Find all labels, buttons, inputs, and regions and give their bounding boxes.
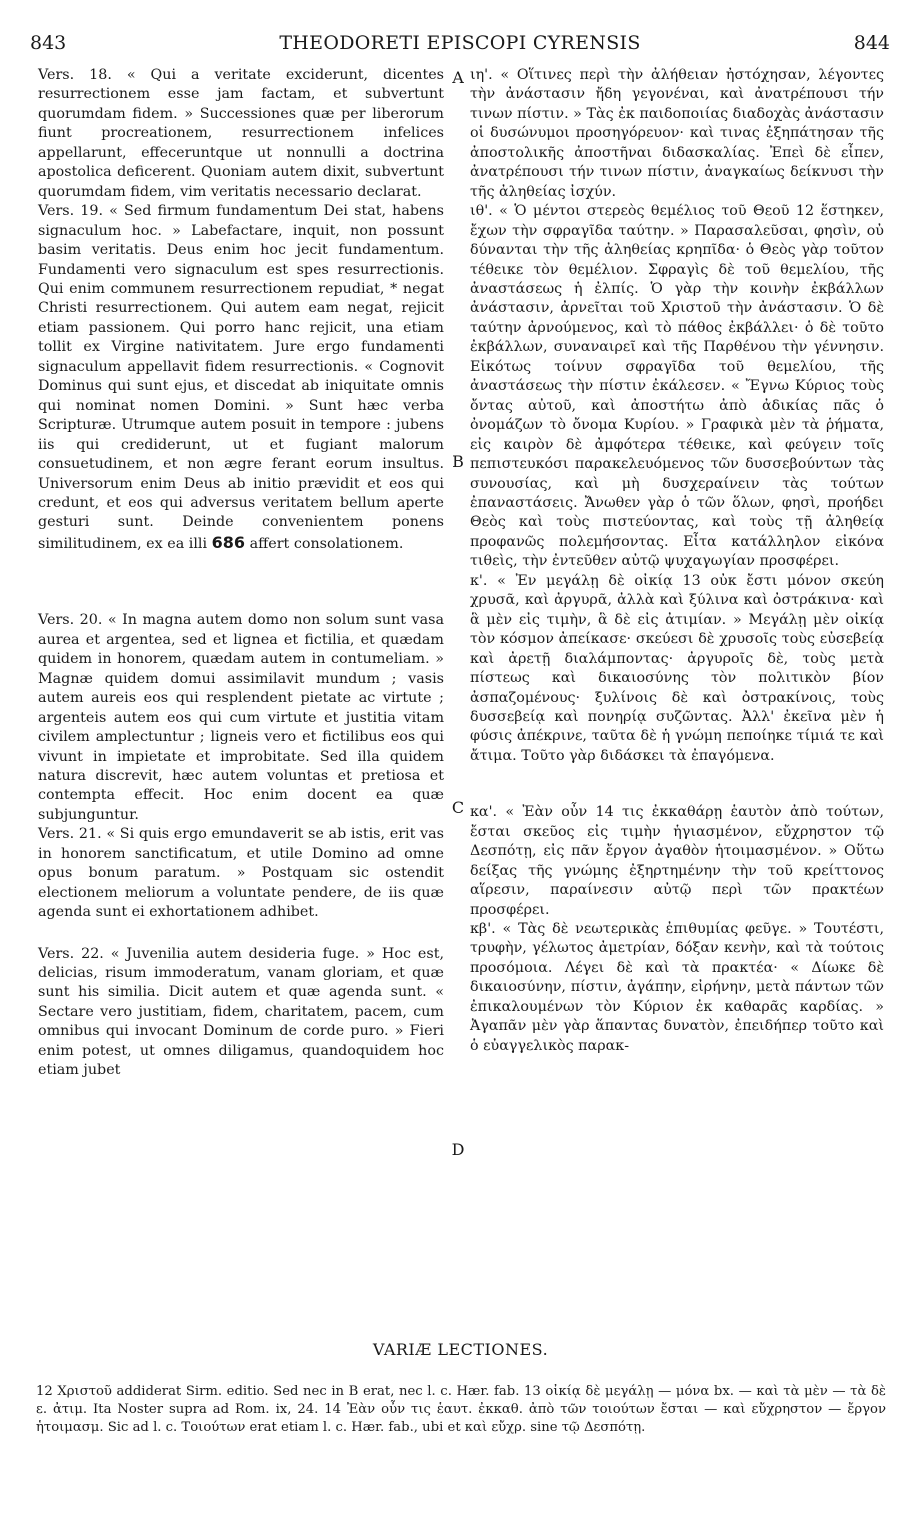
latin-verse-19-end: affert consolationem. xyxy=(249,535,404,552)
spacer xyxy=(470,766,884,803)
margin-letter-a: A xyxy=(452,68,464,87)
spacer xyxy=(38,554,444,611)
greek-column xyxy=(470,66,884,1056)
greek-verse-21: κα'. « Ἐὰν οὖν 14 τις ἐκκαθάρῃ ἑαυτὸν ἀπὸ τούτων, ἔσται σκεῦος εἰς τιμὴν ἡγιασμένον, εὔχρηστον τῷ Δεσπότῃ, εἰς πᾶν ἔργον ἀγαθὸν ἡτοιμασμένον. » Οὕτω δείξας τῆς γνώμης ἐξηρτημένην τὴν τοῦ κρείττονος αἵρεσιν, παραίνεσιν αὐτῷ περὶ τῶν πρακτέων προσφέρει. xyxy=(470,804,884,918)
margin-letter-c: C xyxy=(451,798,465,817)
running-title: THEODORETI EPISCOPI CYRENSIS xyxy=(279,32,641,54)
latin-verse-22: Vers. 22. « Juvenilia autem desideria fuge. » Hoc est, delicias, risum immoderatum, vanam gloriam, et quæ sunt his similia. Dicit autem et quæ agenda sunt. « Sectare vero justitiam, fidem, charitatem, pacem, cum omnibus qui invocant Dominum de corde puro. » Fieri enim potest, ut omnes diligamus, quandoquidem hoc etiam jubet xyxy=(38,945,444,1079)
latin-verse-19-text: Vers. 19. « Sed firmum fundamentum Dei stat, habens signaculum hoc. » Labefactare, inquit, non possunt basim veritatis. Deus enim hoc jecit fundamentum. Fundamenti vero signaculum est spes resurrectionis. Qui enim communem resurrectionem repudiat, * negat Christi resurrectionem. Qui autem eam negat, rejicit etiam passionem. Qui porro hanc rejicit, una etiam tollit ex Virgine nativitatem. Jure ergo fundamenti signaculum appellavit fidem resurrectionis. « Cognovit Dominus qui sunt ejus, et discedat ab iniquitate omnis qui nominat nomen Domini. » Sunt hæc verba Scripturæ. Utrumque autem posuit in tempore : jubens iis qui crediderunt, ut et fugiant malorum consuetudinem, et non ægre ferant eorum insultus. Universorum enim Deus ab initio prævidit et eos qui credunt, et eos qui adversus veritatem bellum aperte gesturi sunt. Deinde convenientem ponens similitudinem, ex ea illi xyxy=(38,203,444,552)
margin-letter-b: B xyxy=(452,452,464,471)
footnotes: 12 Χριστοῦ addiderat Sirm. editio. Sed nec in B erat, nec l. c. Hær. fab. 13 οἰκίᾳ δὲ μεγάλῃ — μόνα bx. — καὶ τὰ μὲν — τὰ δὲ ε. ἀτιμ. Ita Noster supra ad Rom. ix, 24. 14 Ἐὰν οὖν τις ἑαυτ. ἐκκαθ. ἀπὸ τῶν τοιούτων ἔσται — καὶ εὔχρηστον — ἔργον ἡτοιμασμ. Sic ad l. c. Τοιούτων erat etiam l. c. Hær. fab., ubi et καὶ εὔχρ. sine τῷ Δεσπότῃ. xyxy=(36,1384,886,1435)
latin-verse-18: Vers. 18. « Qui a veritate exciderunt, dicentes resurrectionem esse jam factam, et subvertunt quorumdam fidem. » Successiones quæ per liberorum fiunt procreationem, resurrectionem infelices appellarunt, effeceruntque ut nonnulli a doctrina apostolica deficerent. Quoniam autem dixit, subvertunt quorumdam fidem, vim veritatis necessario declarat. xyxy=(38,67,444,200)
variae-lectiones-heading: VARIÆ LECTIONES. xyxy=(372,1340,549,1359)
spacer xyxy=(38,923,444,945)
greek-verse-19: ιθ'. « Ὁ μέντοι στερεὸς θεμέλιος τοῦ Θεοῦ 12 ἕστηκεν, ἔχων τὴν σφραγῖδα ταύτην. » Παρασαλεῦσαι, φησὶν, οὐ δύνανται τὴν τῆς ἀληθείας κρηπῖδα· ὁ Θεὸς γὰρ τοῦτον τέθεικε τὸν θεμέλιον. Σφραγὶς δὲ τοῦ θεμελίου, τῆς ἀναστάσεως ἡ ἐλπίς. Ὁ γὰρ τὴν κοινὴν ἐκβάλλων ἀνάστασιν, ἀρνεῖται τοῦ Χριστοῦ τὴν ἀνάστασιν. Ὁ δὲ ταύτην ἀρνούμενος, καὶ τὸ πάθος ἐκβάλλει· ὁ δὲ τοῦτο ἐκβάλλων, συναναιρεῖ καὶ τῆς Παρθένου τὴν γέννησιν. Εἰκότως τοίνυν σφραγῖδα τοῦ θεμελίου, τῆς ἀναστάσεως τὴν πίστιν ἐκάλεσεν. « Ἔγνω Κύριος τοὺς ὄντας αὐτοῦ, καὶ ἀποστήτω ἀπὸ ἀδικίας πᾶς ὁ ὀνομάζων τὸ ὄνομα Κυρίου. » Γραφικὰ μὲν τὰ ῥήματα, εἰς καιρὸν δὲ ἀμφότερα τέθεικε, καὶ φεύγειν τοῖς πεπιστευκόσι παρακελευόμενος τῶν δυσσεβούντων τὰς συνουσίας, καὶ μὴ δυσχεραίνειν τὰς τούτων ἐπαναστάσεις. Ἄνωθεν γὰρ ὁ τῶν ὅλων, φησὶ, προήδει Θεὸς καὶ τοὺς πιστεύοντας, καὶ τοὺς τῇ ἀληθείᾳ προφανῶς πολεμήσοντας. Εἶτα κατάλληλον εἰκόνα τιθεὶς, τὴν ἐντεῦθεν αὐτῷ ψυχαγωγίαν προσφέρει. xyxy=(470,203,884,570)
greek-verse-22: κβ'. « Τὰς δὲ νεωτερικὰς ἐπιθυμίας φεῦγε. » Τουτέστι, τρυφὴν, γέλωτος ἀμετρίαν, δόξαν κενὴν, καὶ τὰ τούτοις προσόμοια. Λέγει δὲ καὶ τὰ πρακτέα· « Δίωκε δὲ δικαιοσύνην, πίστιν, ἀγάπην, εἰρήνην, μετὰ πάντων τῶν ἐπικαλουμένων τὸν Κύριον ἐκ καθαρᾶς καρδίας. » Ἀγαπᾶν μὲν γὰρ ἅπαντας δυνατὸν, ἐπειδήπερ τοῦτο καὶ ὁ εὐαγγελικὸς παρακ- xyxy=(470,921,884,1054)
margin-letter-d: D xyxy=(451,1140,465,1159)
latin-verse-20: Vers. 20. « In magna autem domo non solum sunt vasa aurea et argentea, sed et lignea et fictilia, et quædam quidem in honorem, quædam autem in contumeliam. » Magnæ quidem domui assimilavit mundum ; vasis autem aureis eos qui resplendent pietate ac virtute ; argenteis autem eos qui cum virtute et justitia vitam civilem amplectuntur ; ligneis vero et fictilibus eos qui vivunt in impietate et improbitate. Sed illa quidem natura discrevit, hæc autem voluntas et pretiosa et contempta effecit. Hoc enim docent ea quæ subjunguntur. xyxy=(38,612,444,823)
migne-column-marker: 686 xyxy=(211,532,246,552)
greek-verse-20: κ'. « Ἐν μεγάλῃ δὲ οἰκίᾳ 13 οὐκ ἔστι μόνον σκεύη χρυσᾶ, καὶ ἀργυρᾶ, ἀλλὰ καὶ ξύλινα καὶ ὀστράκινα· καὶ ἃ μὲν εἰς τιμὴν, ἃ δὲ εἰς ἀτιμίαν. » Μεγάλῃ μὲν οἰκίᾳ τὸν κόσμον ἀπείκασε· σκεύεσι δὲ χρυσοῖς τοὺς εὐσεβείᾳ καὶ ἀρετῇ διαλάμποντας· ἀργυροῖς δὲ, τοὺς μετὰ πίστεως καὶ δικαιοσύνης τὸν πολιτικὸν βίον ἀσπαζομένους· ξυλίνοις δὲ καὶ ὀστρακίνοις, τοὺς δυσσεβείᾳ καὶ πονηρίᾳ συζῶντας. Ἀλλ' ἐκεῖνα μὲν ἡ φύσις ἀπέκρινε, ταῦτα δὲ ἡ γνώμη πεποίηκε τίμιά τε καὶ ἄτιμα. Τοῦτο γὰρ διδάσκει τὰ ἐπαγόμενα. xyxy=(470,572,884,764)
greek-verse-18: ιη'. « Οἵτινες περὶ τὴν ἀλήθειαν ἠστόχησαν, λέγοντες τὴν ἀνάστασιν ἤδη γεγονέναι, καὶ ἀνατρέπουσι τήν τινων πίστιν. » Τὰς ἐκ παιδοποιίας διαδοχὰς ἀνάστασιν οἱ δυσώνυμοι προσηγόρευον· καὶ τινας ἐξηπάτησαν τῆς ἀποστολικῆς ἀποστῆναι διδασκαλίας. Ἐπεὶ δὲ εἶπεν, ἀνατρέπουσι τήν τινων πίστιν, ἀναγκαίως δείκνυσι τὴν τῆς ἀληθείας ἰσχύν. xyxy=(470,67,884,200)
page-number-left: 843 xyxy=(30,32,67,54)
page-number-right: 844 xyxy=(853,32,890,54)
page-header xyxy=(30,32,890,56)
margin-letters xyxy=(447,60,469,1260)
latin-verse-21: Vers. 21. « Si quis ergo emundaverit se ab istis, erit vas in honorem sanctificatum, et utile Domino ad omne opus bonum paratum. » Postquam sic ostendit electionem meliorum a voluntate pendere, de iis quæ agenda sunt ei exhortationem adhibet. xyxy=(38,826,444,921)
latin-column xyxy=(38,66,444,1081)
latin-verse-19 xyxy=(38,202,444,554)
